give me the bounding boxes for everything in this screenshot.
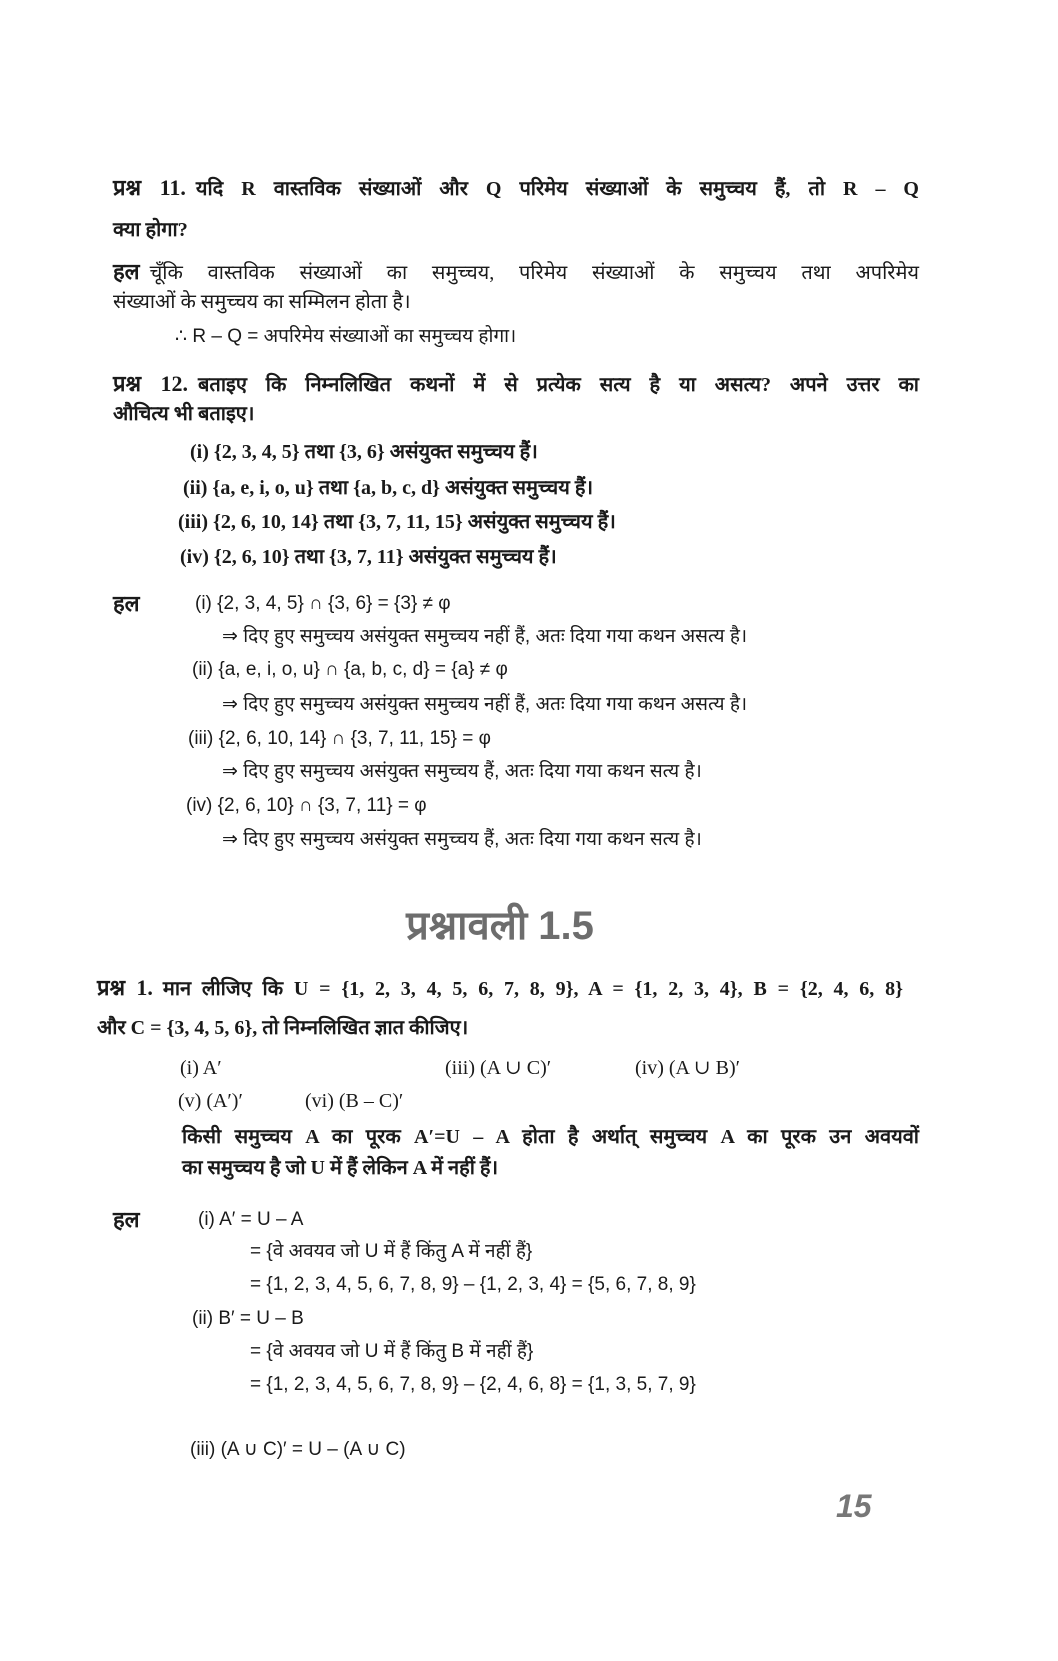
solution-line: ⇒ दिए हुए समुच्चय असंयुक्त समुच्चय हैं, अतः दिया गया कथन सत्य है।: [222, 761, 702, 782]
solution-label: हल: [113, 259, 140, 284]
question-part: (iv) {2, 6, 10} तथा {3, 7, 11} असंयुक्त समुच्चय हैं।: [180, 546, 557, 568]
question-part: (vi) (B – C)′: [305, 1090, 404, 1112]
note-text: का समुच्चय है जो U में हैं लेकिन A में नहीं हैं।: [182, 1157, 499, 1179]
solution-line: = {1, 2, 3, 4, 5, 6, 7, 8, 9} – {1, 2, 3, 4} = {5, 6, 7, 8, 9}: [250, 1274, 696, 1295]
solution-line: ⇒ दिए हुए समुच्चय असंयुक्त समुच्चय हैं, अतः दिया गया कथन सत्य है।: [222, 829, 702, 850]
solution-line: (iv) {2, 6, 10} ∩ {3, 7, 11} = φ: [186, 795, 427, 816]
solution-line: (i) {2, 3, 4, 5} ∩ {3, 6} = {3} ≠ φ: [195, 593, 451, 614]
solution-line: (iii) {2, 6, 10, 14} ∩ {3, 7, 11, 15} = φ: [188, 728, 491, 749]
solution-text: ∴ R – Q = अपरिमेय संख्याओं का समुच्चय होगा।: [175, 326, 517, 347]
solution-line: (ii) B′ = U – B: [192, 1308, 304, 1329]
question-part: (v) (A′)′: [178, 1090, 243, 1112]
solution-line: = {1, 2, 3, 4, 5, 6, 7, 8, 9} – {2, 4, 6, 8} = {1, 3, 5, 7, 9}: [250, 1374, 696, 1395]
question-text: बताइए कि निम्नलिखित कथनों में से प्रत्येक सत्य है या असत्य? अपने उत्तर का: [198, 374, 919, 396]
note-text: किसी समुच्चय A का पूरक A′=U – A होता है अर्थात् समुच्चय A का पूरक उन अवयवों: [182, 1126, 919, 1148]
question-part: (iv) (A ∪ B)′: [635, 1057, 741, 1079]
solution-label: हल: [113, 1207, 140, 1232]
solution-line: = {वे अवयव जो U में हैं किंतु A में नहीं हैं}: [250, 1241, 533, 1262]
solution-text: चूँकि वास्तविक संख्याओं का समुच्चय, परिमेय संख्याओं के समुच्चय तथा अपरिमेय: [149, 262, 919, 284]
solution-text: संख्याओं के समुच्चय का सम्मिलन होता है।: [113, 291, 411, 313]
question-text: मान लीजिए कि U = {1, 2, 3, 4, 5, 6, 7, 8, 9}, A = {1, 2, 3, 4}, B = {2, 4, 6, 8}: [162, 978, 903, 1000]
question-label: प्रश्न 12.: [113, 371, 188, 396]
question-label: प्रश्न 1.: [97, 975, 153, 1000]
solution-line: = {वे अवयव जो U में हैं किंतु B में नहीं हैं}: [250, 1341, 534, 1362]
solution-line: (iii) (A ∪ C)′ = U – (A ∪ C): [190, 1439, 406, 1460]
page-number: 15: [836, 1488, 872, 1524]
question-part: (i) {2, 3, 4, 5} तथा {3, 6} असंयुक्त समुच्चय हैं।: [190, 441, 538, 463]
exercise-heading: प्रश्नावली 1.5: [406, 904, 594, 948]
question-part: (iii) (A ∪ C)′: [445, 1057, 552, 1079]
question-part: (i) A′: [180, 1057, 222, 1079]
solution-line: (ii) {a, e, i, o, u} ∩ {a, b, c, d} = {a} ≠ φ: [192, 659, 508, 680]
solution-line: ⇒ दिए हुए समुच्चय असंयुक्त समुच्चय नहीं हैं, अतः दिया गया कथन असत्य है।: [222, 694, 748, 715]
question-text: औचित्य भी बताइए।: [113, 403, 255, 425]
solution-line: ⇒ दिए हुए समुच्चय असंयुक्त समुच्चय नहीं हैं, अतः दिया गया कथन असत्य है।: [222, 626, 748, 647]
question-text: और C = {3, 4, 5, 6}, तो निम्नलिखित ज्ञात कीजिए।: [97, 1017, 469, 1039]
question-part: (ii) {a, e, i, o, u} तथा {a, b, c, d} असंयुक्त समुच्चय हैं।: [183, 477, 594, 499]
solution-label: हल: [113, 591, 140, 616]
question-label: प्रश्न 11.: [113, 175, 186, 200]
question-text: क्या होगा?: [113, 219, 188, 241]
question-part: (iii) {2, 6, 10, 14} तथा {3, 7, 11, 15} असंयुक्त समुच्चय हैं।: [178, 511, 616, 533]
solution-line: (i) A′ = U – A: [198, 1209, 304, 1230]
question-text: यदि R वास्तविक संख्याओं और Q परिमेय संख्याओं के समुच्चय हैं, तो R – Q: [195, 178, 919, 200]
